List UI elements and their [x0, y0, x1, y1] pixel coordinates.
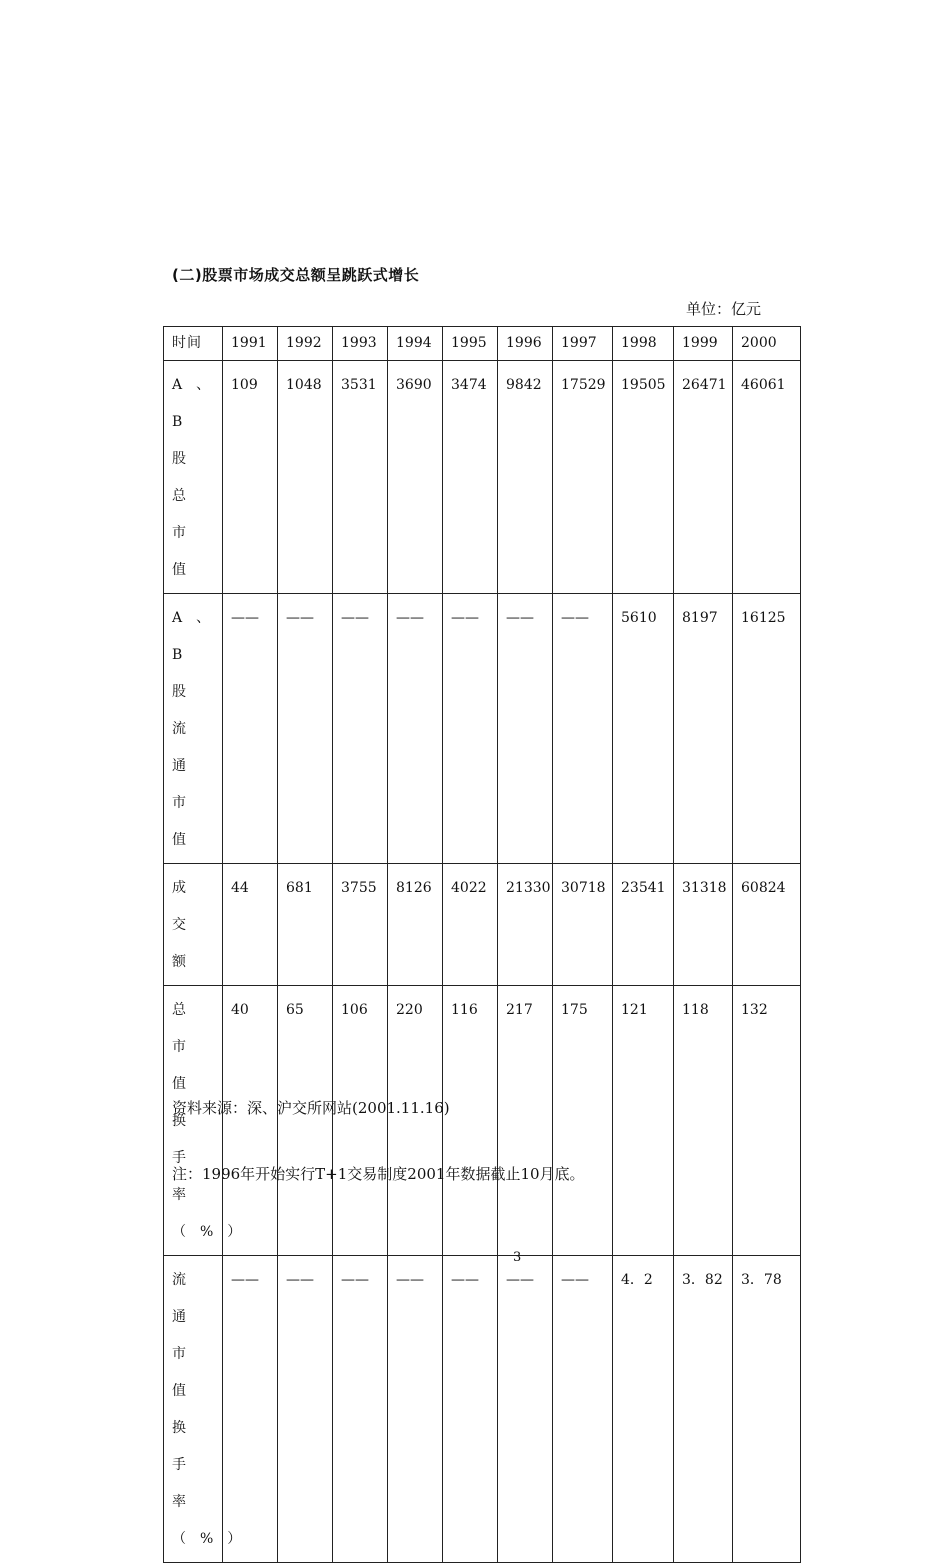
table-cell: 175: [553, 986, 613, 1256]
table-cell: 3．78: [733, 1256, 801, 1563]
table-cell: 4．2: [613, 1256, 674, 1563]
data-source-text: 资料来源：深、沪交所网站(2001.11.16): [172, 1099, 450, 1117]
table-cell: 8197: [674, 594, 733, 864]
table-cell: 121: [613, 986, 674, 1256]
table-cell: 44: [223, 864, 278, 986]
table-cell: 1048: [278, 361, 333, 594]
table-cell: 19505: [613, 361, 674, 594]
row-label: 总市值换手率（%）: [164, 986, 223, 1256]
table-cell: ——: [223, 594, 278, 864]
table-cell: 3690: [388, 361, 443, 594]
table-cell: ——: [498, 1256, 553, 1563]
table-cell: ——: [388, 594, 443, 864]
table-row: [164, 594, 801, 864]
header-cell: 1993: [333, 327, 388, 361]
table-cell: 4022: [443, 864, 498, 986]
table-cell: 9842: [498, 361, 553, 594]
table-cell: 220: [388, 986, 443, 1256]
header-cell: 1996: [498, 327, 553, 361]
row-label: A、B股流通市值: [164, 594, 223, 864]
table-cell: ——: [278, 1256, 333, 1563]
table-cell: 26471: [674, 361, 733, 594]
table-cell: 31318: [674, 864, 733, 986]
table-cell: ——: [278, 594, 333, 864]
table-cell: 3755: [333, 864, 388, 986]
table-cell: 60824: [733, 864, 801, 986]
table-cell: ——: [223, 1256, 278, 1563]
table-cell: 30718: [553, 864, 613, 986]
header-cell: 1995: [443, 327, 498, 361]
row-label: A、B股总市值: [164, 361, 223, 594]
row-label: 成交额: [164, 864, 223, 986]
table-cell: 16125: [733, 594, 801, 864]
table-cell: 17529: [553, 361, 613, 594]
page-number: 3: [513, 1250, 522, 1265]
table-cell: ——: [333, 1256, 388, 1563]
table-cell: 3474: [443, 361, 498, 594]
table-cell: 21330: [498, 864, 553, 986]
header-cell: 1998: [613, 327, 674, 361]
table-cell: ——: [553, 1256, 613, 1563]
market-data-table: [163, 326, 801, 1563]
unit-label: 单位：亿元: [686, 300, 762, 318]
header-cell: 1999: [674, 327, 733, 361]
table-row: [164, 361, 801, 594]
table-cell: 106: [333, 986, 388, 1256]
table-cell: 217: [498, 986, 553, 1256]
table-row: [164, 986, 801, 1256]
header-cell: 时间: [164, 327, 223, 361]
table-row: [164, 1256, 801, 1563]
table-cell: ——: [443, 1256, 498, 1563]
table-cell: 132: [733, 986, 801, 1256]
header-cell: 1992: [278, 327, 333, 361]
table-cell: ——: [388, 1256, 443, 1563]
table-cell: 46061: [733, 361, 801, 594]
table-row: [164, 864, 801, 986]
section-heading: (二)股票市场成交总额呈跳跃式增长: [172, 266, 420, 284]
table-cell: 23541: [613, 864, 674, 986]
table-cell: 40: [223, 986, 278, 1256]
header-cell: 2000: [733, 327, 801, 361]
footnote-text: 注：1996年开始实行T+1交易制度2001年数据截止10月底。: [172, 1165, 585, 1183]
header-cell: 1994: [388, 327, 443, 361]
table-cell: 681: [278, 864, 333, 986]
table-cell: ——: [498, 594, 553, 864]
table-cell: 65: [278, 986, 333, 1256]
table-cell: 8126: [388, 864, 443, 986]
table-cell: 3531: [333, 361, 388, 594]
header-cell: 1991: [223, 327, 278, 361]
table-cell: 3．82: [674, 1256, 733, 1563]
table-cell: ——: [333, 594, 388, 864]
row-label: 流通市值换手率（%）: [164, 1256, 223, 1563]
table-header-row: [164, 327, 801, 361]
table-cell: 118: [674, 986, 733, 1256]
table-cell: 109: [223, 361, 278, 594]
table-cell: 116: [443, 986, 498, 1256]
table-cell: 5610: [613, 594, 674, 864]
header-cell: 1997: [553, 327, 613, 361]
table-cell: ——: [553, 594, 613, 864]
table-cell: ——: [443, 594, 498, 864]
